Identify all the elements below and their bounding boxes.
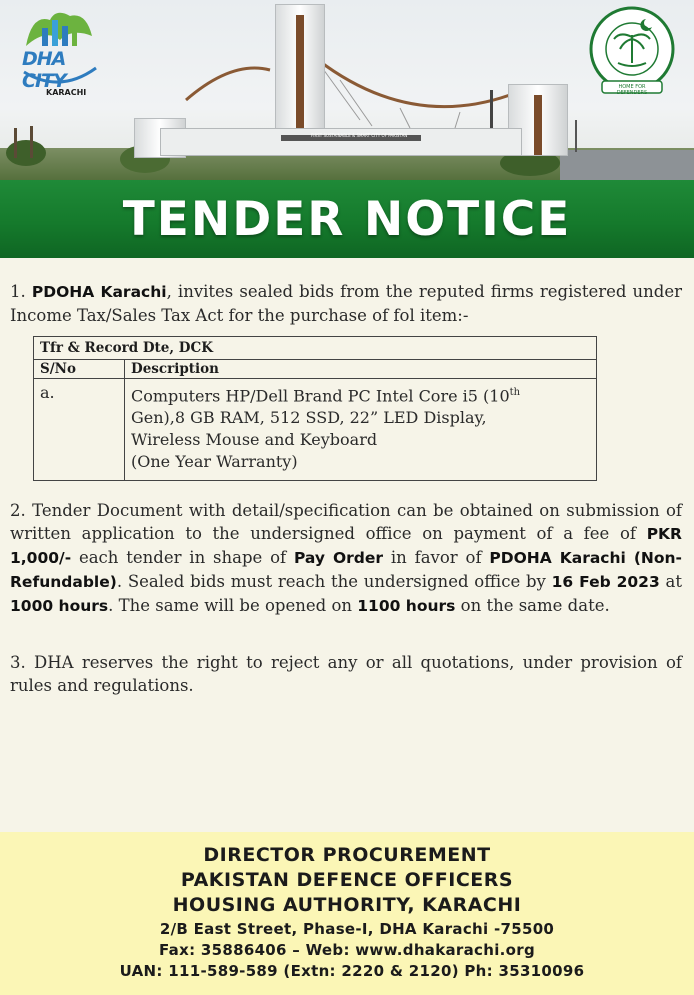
organization-name: PDOHA Karachi — [31, 283, 167, 301]
paragraph-1-text: , invites sealed bids from the reputed firms registered under Income Tax/Sales Tax Act for the purchase of fol item:- — [10, 282, 682, 325]
cell-sno: a. — [34, 379, 125, 481]
column-header-sno: S/No — [34, 360, 125, 379]
header-photo — [0, 0, 694, 180]
payee-name: PDOHA Karachi (Non-Refundable) — [10, 549, 682, 591]
gate-sign: FIRST SUSTAINABLE & SMART CITY OF PAKISTAN — [311, 133, 408, 138]
page-title: TENDER NOTICE — [122, 191, 572, 247]
tender-fee: PKR 1,000/- — [10, 525, 682, 567]
paragraph-1 — [10, 280, 682, 327]
deadline-time: 1000 hours — [10, 597, 109, 615]
description-line-1: Computers HP/Dell Brand PC Intel Core i5 (10 — [131, 386, 510, 406]
paragraph-1-number: 1. — [10, 282, 26, 301]
payment-method: Pay Order — [293, 549, 384, 567]
dha-city-karachi: KARACHI — [46, 88, 87, 97]
table-row — [34, 379, 597, 481]
p2-text-5: at — [659, 572, 682, 591]
description-line-3: Wireless Mouse and Keyboard — [131, 430, 378, 450]
pdoha-seal-motto: HOME FOR DEFENDERS — [616, 84, 648, 96]
table-caption: Tfr & Record Dte, DCK — [34, 337, 597, 360]
p2-text-1: 2. Tender Document with detail/specification can be obtained on submission of written application to the undersigned office on payment of a fee of — [10, 501, 682, 543]
opening-time: 1100 hours — [357, 597, 456, 615]
column-header-description: Description — [125, 360, 597, 379]
paragraph-2 — [10, 499, 682, 618]
table-header-row — [34, 360, 597, 379]
contact-footer — [0, 832, 694, 995]
paragraph-3 — [10, 651, 682, 697]
footer-org-line-1: PAKISTAN DEFENCE OFFICERS — [180, 869, 514, 891]
items-table — [33, 336, 597, 481]
footer-phone: UAN: 111-589-589 (Extn: 2220 & 2120) Ph: 35310096 — [119, 962, 585, 980]
footer-address: 2/B East Street, Phase-I, DHA Karachi -75500 — [159, 920, 555, 938]
gate-tower-left — [275, 4, 325, 136]
p2-text-2: each tender in shape of — [71, 548, 294, 567]
paragraph-3-text: 3. DHA reserves the right to reject any or all quotations, under provision of rules and regulations. — [10, 653, 682, 695]
footer-fax-web: Fax: 35886406 – Web: www.dhakarachi.org — [159, 941, 535, 959]
dha-city-brand: DHA CITY — [22, 48, 66, 92]
p2-text-4: . Sealed bids must reach the undersigned office by — [116, 572, 552, 591]
gate-base — [160, 128, 522, 156]
p2-text-7: on the same date. — [455, 596, 610, 615]
pdoha-seal-logo — [588, 5, 676, 97]
deadline-date: 16 Feb 2023 — [551, 573, 660, 591]
cell-description — [125, 379, 597, 481]
footer-title: DIRECTOR PROCUREMENT — [203, 844, 491, 866]
description-line-4: (One Year Warranty) — [131, 452, 298, 472]
dha-city-logo — [12, 6, 108, 102]
description-line-2: Gen),8 GB RAM, 512 SSD, 22” LED Display, — [131, 408, 487, 428]
p2-text-3: in favor of — [383, 548, 490, 567]
table-caption-row — [34, 337, 597, 360]
title-banner — [0, 180, 694, 258]
description-superscript: th — [509, 387, 521, 398]
p2-text-6: . The same will be opened on — [108, 596, 358, 615]
footer-org-line-2: HOUSING AUTHORITY, KARACHI — [172, 894, 522, 916]
